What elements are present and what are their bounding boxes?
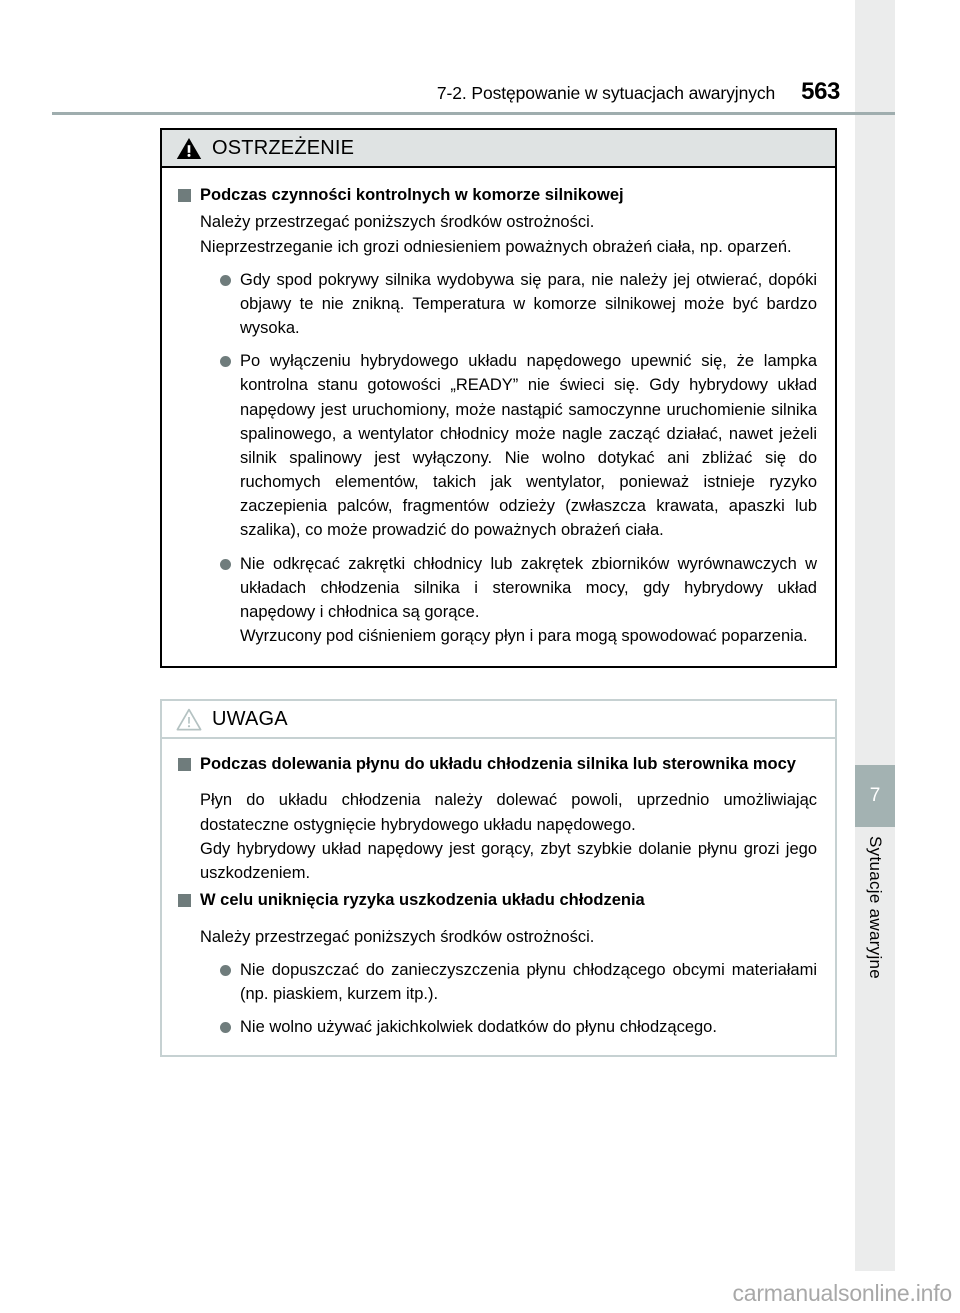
chapter-name-label: Sytuacje awaryjne: [866, 836, 885, 980]
warning-intro-line-2: Nieprzestrzeganie ich grozi odniesieniem poważnych obrażeń ciała, np. oparzeń.: [200, 237, 792, 256]
notice-bullet-2: [178, 1015, 819, 1039]
chapter-number-label: 7: [869, 785, 881, 806]
warning-triangle-filled-icon: [176, 137, 202, 160]
notice-bullet-1-text: Nie dopuszczać do zanieczyszczenia płynu chłodzącego obcymi materiałami (np. piaskiem, kurzem itp.).: [240, 960, 817, 1003]
spacer: [178, 916, 819, 925]
chapter-number-tab: [855, 765, 895, 827]
notice-box-title: UWAGA: [212, 707, 288, 730]
notice-para-1: Płyn do układu chłodzenia należy dolewać powoli, uprzednio umożliwiając dostateczne ostygnięcie hybrydowego układu napędowego.: [200, 791, 817, 834]
caution-triangle-outline-icon: [176, 708, 202, 731]
round-bullet-icon: [220, 275, 231, 286]
notice-section-heading-1: [178, 753, 819, 776]
page-number: 563: [801, 78, 840, 105]
spacer: [178, 779, 819, 788]
warning-intro-line-1: Należy przestrzegać poniższych środków ostrożności.: [200, 213, 595, 232]
square-bullet-icon: [178, 189, 191, 202]
warning-bullet-3-main: Nie odkręcać zakrętki chłodnicy lub zakrętek zbiorników wyrównawczych w układach chłodzenia silnika i sterownika mocy, gdy hybrydowy układ napędowy i chłodnica są gorące.: [240, 554, 817, 621]
site-watermark: carmanualsonline.info: [732, 1280, 952, 1306]
notice-para-2: Gdy hybrydowy układ napędowy jest gorący, zbyt szybkie dolanie płynu grozi jego uszkodzeniem.: [200, 839, 817, 882]
notice-bullet-1: [178, 958, 819, 1006]
notice-section-heading-2-text: W celu uniknięcia ryzyka uszkodzenia układu chłodzenia: [200, 891, 645, 910]
round-bullet-icon: [220, 356, 231, 367]
round-bullet-icon: [220, 965, 231, 976]
notice-box: [160, 699, 837, 1057]
chapter-name-vertical: [855, 832, 895, 1062]
warning-bullet-2: [178, 349, 819, 542]
notice-bullet-2-text: Nie wolno używać jakichkolwiek dodatków do płynu chłodzącego.: [240, 1018, 717, 1037]
warning-box-body: [162, 168, 835, 666]
round-bullet-icon: [220, 1022, 231, 1033]
section-title: 7-2. Postępowanie w sytuacjach awaryjnych: [436, 83, 776, 103]
warning-bullet-1: [178, 268, 819, 341]
warning-bullet-3-extra: Wyrzucony pod ciśnieniem gorący płyn i para mogą spowodować poparzenia.: [240, 627, 808, 646]
page-edge-strip: [855, 0, 895, 1271]
warning-bullet-1-text: Gdy spod pokrywy silnika wydobywa się para, nie należy jej otwierać, dopóki objawy te nie znikną. Temperatura w komorze silnikowej może być bardzo wysoka.: [240, 270, 817, 338]
notice-section-heading-1-text: Podczas dolewania płynu do układu chłodzenia silnika lub sterownika mocy: [200, 755, 796, 773]
notice-section-heading-2: [178, 889, 819, 912]
round-bullet-icon: [220, 559, 231, 570]
warning-box: [160, 128, 837, 668]
warning-box-title: OSTRZEŻENIE: [212, 136, 355, 159]
page-header: [0, 78, 840, 108]
notice-box-body: [162, 739, 835, 1055]
notice-para-3: Należy przestrzegać poniższych środków ostrożności.: [200, 927, 595, 946]
warning-bullet-3-text: [240, 552, 817, 649]
warning-bullet-2-text: Po wyłączeniu hybrydowego układu napędowego upewnić się, że lampka kontrolna stanu gotowości „READY” nie świeci się. Gdy hybrydowy układ napędowy jest uruchomiony, może nastąpić samoczynne uruchomienie silnika spalinowego, a wentylator chłodnicy może nagle zacząć działać, nawet jeżeli silnik spalinowy jest wyłączony. Nie wolno dotykać ani zbliżać się do ruchomych elementów, takich jak wentylator, ponieważ istnieje ryzyko zaczepienia palców, fragmentów odzieży (zwłaszcza krawata, apaszki lub szalika), co może prowadzić do poważnych obrażeń ciała.: [240, 352, 817, 540]
square-bullet-icon: [178, 758, 191, 771]
header-divider-rule: [52, 112, 895, 115]
warning-bullet-3: [178, 552, 819, 649]
warning-section-heading-text: Podczas czynności kontrolnych w komorze silnikowej: [200, 186, 624, 204]
square-bullet-icon: [178, 894, 191, 907]
notice-box-header: [162, 701, 835, 739]
warning-box-header: [162, 130, 835, 168]
warning-section-heading: [178, 184, 819, 207]
